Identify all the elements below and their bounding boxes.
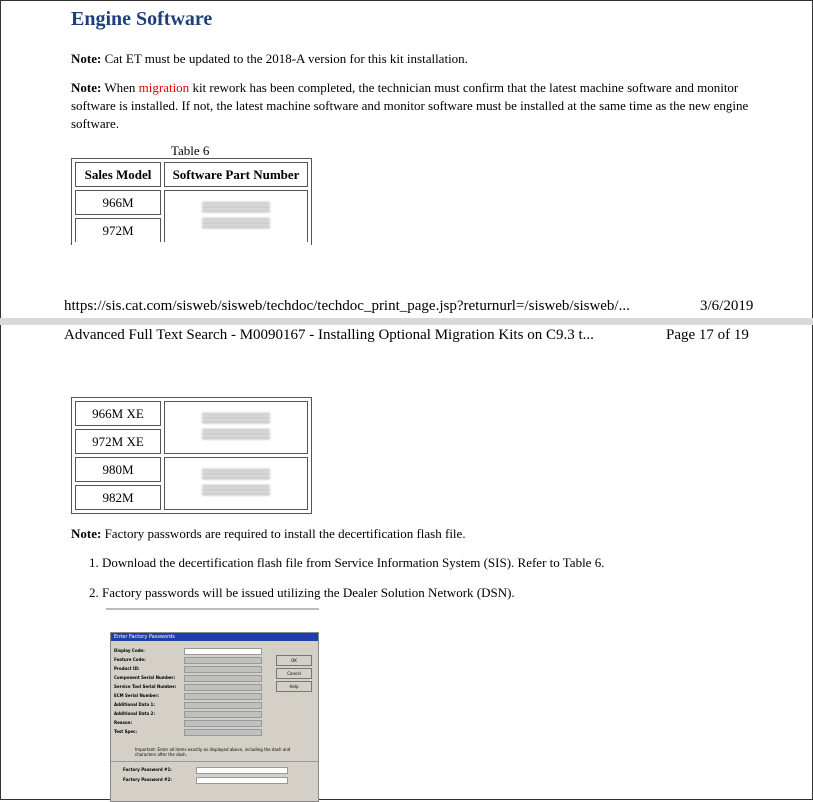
header-software-part-number: Software Part Number bbox=[164, 162, 308, 187]
field-label: Component Serial Number: bbox=[114, 675, 176, 680]
field-box bbox=[184, 693, 262, 700]
password-section bbox=[111, 761, 318, 802]
table-row bbox=[75, 190, 308, 215]
page-number: Page 17 of 19 bbox=[666, 327, 749, 343]
migration-highlight: migration bbox=[138, 80, 190, 95]
step-2: 2. Factory passwords will be issued utilizing the Dealer Solution Network (DSN). bbox=[89, 585, 515, 600]
factory-passwords-dialog-image bbox=[110, 632, 319, 802]
model-cell: 972M bbox=[75, 218, 161, 242]
password-label: Factory Password #1: bbox=[123, 767, 172, 772]
note-migration: Note: When migration kit rework has been completed, the technician must confirm that the latest machine software and monitor software is installed. If not, the latest machine software and monitor software must be installed at the same time as the new engine software. bbox=[71, 80, 749, 131]
table-row bbox=[75, 401, 308, 426]
note-cat-et: Note: Cat ET must be updated to the 2018-A version for this kit installation. bbox=[71, 51, 468, 66]
page-break-divider bbox=[0, 318, 813, 325]
field-box bbox=[184, 720, 262, 727]
password-label: Factory Password #2: bbox=[123, 777, 172, 782]
model-cell: 966M bbox=[75, 190, 161, 215]
redacted-part-number bbox=[164, 401, 308, 454]
table-caption: Table 6 bbox=[171, 143, 210, 158]
redacted-part-number bbox=[164, 190, 308, 242]
divider bbox=[106, 608, 319, 610]
page-header-title: Advanced Full Text Search - M0090167 - Installing Optional Migration Kits on C9.3 t... bbox=[64, 327, 594, 343]
field-box bbox=[184, 702, 262, 709]
field-label: ECM Serial Number: bbox=[114, 693, 159, 698]
field-label: Product ID: bbox=[114, 666, 140, 671]
dialog-help-button: Help bbox=[276, 681, 312, 692]
model-cell: 966M XE bbox=[75, 401, 161, 426]
software-table-top bbox=[71, 158, 312, 245]
field-box bbox=[184, 729, 262, 736]
model-cell: 982M bbox=[75, 485, 161, 510]
field-label: Feature Code: bbox=[114, 657, 146, 662]
field-box bbox=[184, 711, 262, 718]
field-box bbox=[184, 675, 262, 682]
step-1: 1. Download the decertification flash file from Service Information System (SIS). Refer to Table 6. bbox=[89, 555, 605, 570]
section-heading: Engine Software bbox=[71, 8, 213, 30]
table-row bbox=[75, 457, 308, 482]
footer-url: https://sis.cat.com/sisweb/sisweb/techdoc/techdoc_print_page.jsp?returnurl=/sisweb/sisweb/... bbox=[64, 298, 630, 314]
field-label: Reason: bbox=[114, 720, 133, 725]
field-label: Service Tool Serial Number: bbox=[114, 684, 177, 689]
field-label: Test Spec: bbox=[114, 729, 138, 734]
header-sales-model: Sales Model bbox=[75, 162, 161, 187]
field-box bbox=[184, 684, 262, 691]
field-box bbox=[184, 657, 262, 664]
dialog-cancel-button: Cancel bbox=[276, 668, 312, 679]
dialog-note: Important: Enter all items exactly as displayed above, including the dash and characters after the dash. bbox=[135, 747, 291, 757]
software-table-bottom bbox=[71, 397, 312, 514]
password-box bbox=[196, 777, 288, 784]
note-factory-passwords: Note: Factory passwords are required to install the decertification flash file. bbox=[71, 526, 466, 541]
field-label: Additional Data 1: bbox=[114, 702, 155, 707]
footer-date: 3/6/2019 bbox=[700, 298, 754, 314]
password-box bbox=[196, 767, 288, 774]
model-cell: 972M XE bbox=[75, 429, 161, 454]
model-cell: 980M bbox=[75, 457, 161, 482]
field-box bbox=[184, 666, 262, 673]
field-box bbox=[184, 648, 262, 655]
dialog-title: Enter Factory Passwords bbox=[111, 633, 318, 641]
dialog-ok-button: OK bbox=[276, 655, 312, 666]
field-label: Display Code: bbox=[114, 648, 145, 653]
redacted-part-number bbox=[164, 457, 308, 510]
field-label: Additional Data 2: bbox=[114, 711, 155, 716]
